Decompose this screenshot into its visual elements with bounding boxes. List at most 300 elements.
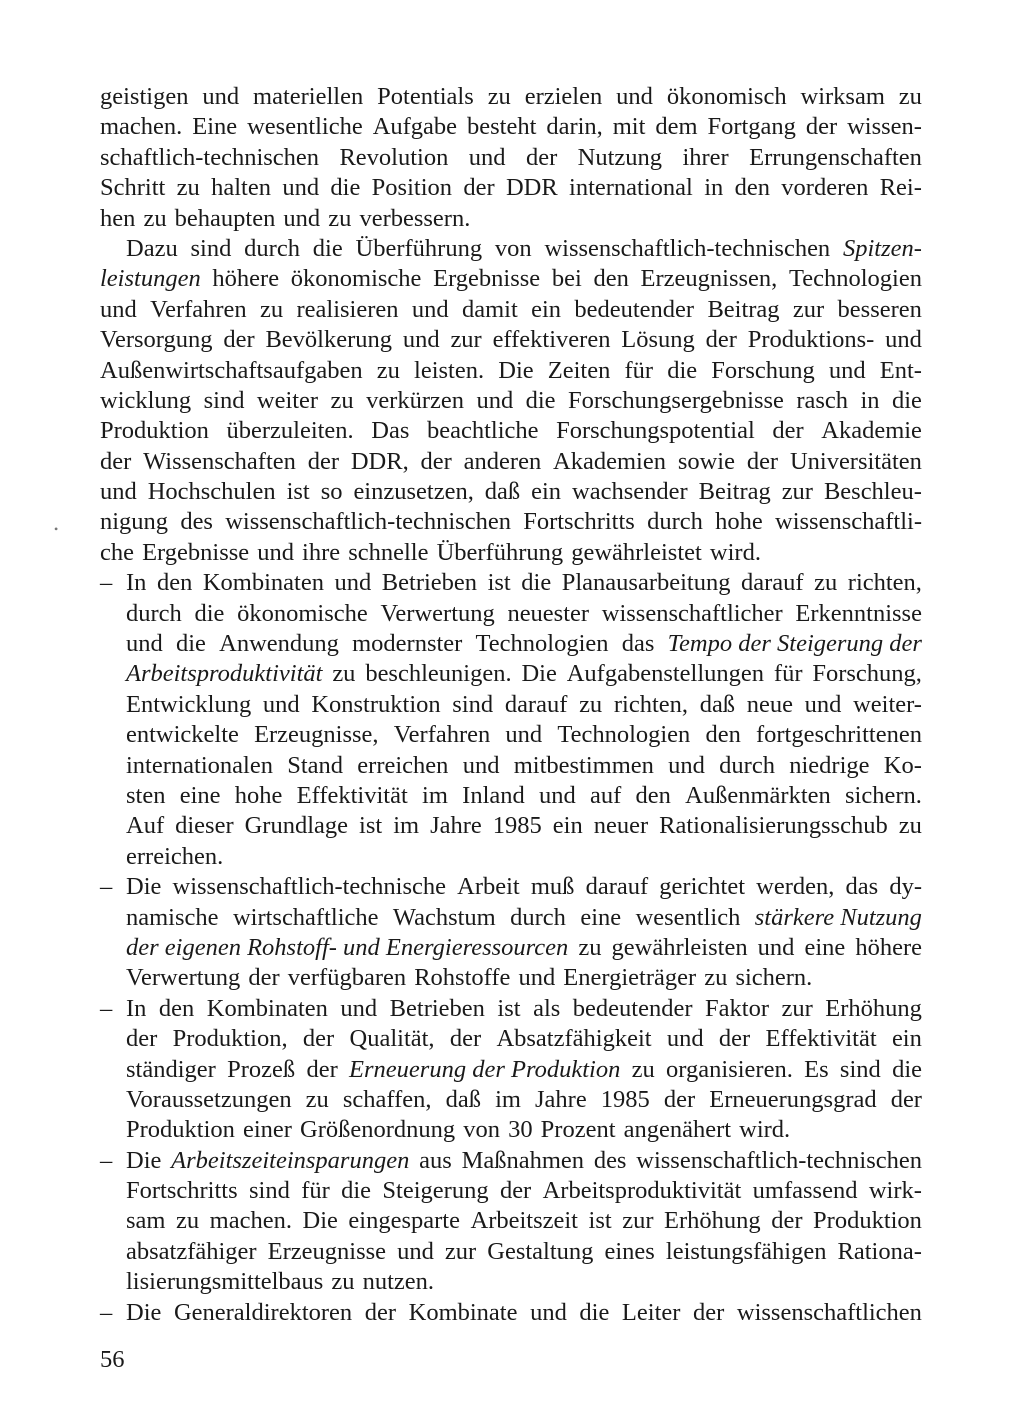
text-line: [100, 507, 922, 537]
text-line: [100, 1176, 922, 1206]
text-line: [100, 811, 922, 841]
word: und: [283, 204, 321, 232]
word: Jahre: [535, 1085, 587, 1113]
word: Eine: [192, 113, 238, 141]
word: Akademien: [553, 447, 666, 475]
word: Ergebnisse: [142, 538, 250, 566]
word: einer: [242, 1116, 292, 1144]
word: zu: [260, 295, 284, 323]
word: ein: [531, 478, 562, 506]
word: und: [282, 174, 320, 202]
word: hohe: [715, 508, 763, 536]
word: Voraussetzungen: [126, 1085, 292, 1113]
word: Produktion: [100, 417, 209, 445]
word: Aufgabenstellungen: [566, 660, 765, 688]
bullet-dash-icon: –: [100, 873, 113, 901]
word: Produktions-: [747, 326, 875, 354]
word: lisierungsmittelbaus: [126, 1268, 324, 1296]
text-line: [100, 781, 922, 811]
word: absatzfähiger: [126, 1237, 257, 1265]
word: Qualität,: [349, 1025, 435, 1053]
word: Betrieben: [389, 994, 485, 1022]
word: der: [223, 326, 255, 354]
word: Die: [126, 1298, 162, 1326]
word: in: [704, 174, 724, 202]
word: Planausarbeitung: [561, 569, 731, 597]
word: zu: [704, 964, 728, 992]
word: sind: [203, 386, 245, 414]
word: der: [890, 1085, 922, 1113]
text-line: [100, 1267, 922, 1297]
word: Produktion: [813, 1207, 922, 1235]
word: 1985: [492, 812, 542, 840]
word: durch: [244, 234, 300, 262]
word: die: [891, 386, 922, 414]
word: Rei-: [879, 174, 922, 202]
word: halten: [211, 174, 271, 202]
word: zu: [331, 1268, 355, 1296]
word: fortgeschrittenen: [755, 721, 922, 749]
word: vorderen: [781, 174, 869, 202]
word: dy-: [889, 873, 922, 901]
text-line: [100, 629, 922, 659]
word: international: [569, 174, 693, 202]
word: und: [505, 721, 543, 749]
word: sind: [839, 1055, 881, 1083]
word: niedrige: [789, 751, 870, 779]
word: Generaldirektoren: [173, 1298, 353, 1326]
word: höhere: [855, 933, 922, 961]
word: der: [364, 1298, 397, 1326]
word: und: [126, 630, 163, 658]
word: zur: [444, 1237, 477, 1265]
word: wissenschaftlich-technischen: [636, 1146, 922, 1174]
word: ist: [588, 1207, 612, 1235]
word: weiter-: [853, 690, 922, 718]
word: sam: [126, 1207, 166, 1235]
word: nutzen.: [362, 1268, 435, 1296]
word: zu: [332, 660, 356, 688]
word: bei: [551, 265, 582, 293]
word: Verfahren: [393, 721, 491, 749]
word: zu: [578, 933, 602, 961]
word: ist: [497, 994, 521, 1022]
word: damit: [461, 295, 518, 323]
word: für: [301, 1177, 330, 1205]
word: zu: [176, 174, 200, 202]
word: der: [718, 1025, 751, 1053]
text-line: [100, 295, 922, 325]
word: im: [495, 1085, 521, 1113]
word: darin,: [546, 113, 603, 141]
word: organisieren.: [666, 1055, 793, 1083]
word: darauf: [585, 873, 649, 901]
word: namische: [126, 903, 219, 931]
text-line: [100, 659, 922, 689]
word: höhere: [212, 265, 280, 293]
text-line: [100, 872, 922, 902]
word: zu: [328, 204, 352, 232]
word: 1985: [600, 1085, 650, 1113]
word: Nutzung: [577, 143, 663, 171]
text-line: [100, 1085, 922, 1115]
word: eingesparte: [348, 1207, 460, 1235]
word: der: [705, 326, 737, 354]
word: eine: [804, 933, 846, 961]
word: Fortschritts: [126, 1177, 238, 1205]
text-line: [100, 112, 922, 142]
word: Faktor: [705, 994, 769, 1022]
word: ist: [286, 478, 310, 506]
word: Fortschritts: [523, 508, 635, 536]
word: Potentials: [377, 83, 474, 110]
word: zu: [898, 83, 922, 110]
word: ihre: [302, 538, 341, 566]
emphasized-text: der eigenen Rohstoff- und Energieressourcen: [126, 933, 569, 961]
word: ein: [891, 1025, 922, 1053]
word: anderen: [463, 447, 542, 475]
word: und: [518, 964, 556, 992]
word: Leiter: [621, 1298, 681, 1326]
word: die: [892, 1055, 922, 1083]
word: durch: [719, 751, 775, 779]
word: ist: [359, 812, 383, 840]
word: zu: [143, 204, 167, 232]
word: che: [100, 538, 134, 566]
word: ökonomische: [290, 265, 422, 293]
word: der: [248, 964, 280, 992]
word: der: [307, 447, 340, 475]
word: Technologien: [475, 630, 609, 658]
word: Maßnahmen: [461, 1146, 585, 1174]
word: durch: [126, 599, 182, 627]
word: sind: [248, 1177, 290, 1205]
word: Versorgung: [100, 326, 213, 354]
word: leisten.: [414, 356, 485, 384]
word: internationalen: [126, 751, 273, 779]
word: Revolution: [339, 143, 449, 171]
word: ein: [552, 812, 583, 840]
word: Forschung: [711, 356, 815, 384]
text-line: [100, 477, 922, 507]
word: Konstruktion: [311, 690, 441, 718]
word: Arbeit: [457, 873, 520, 901]
word: und: [757, 933, 795, 961]
emphasized-text: Spitzen-: [843, 234, 922, 262]
word: und: [668, 751, 705, 779]
word: in: [860, 386, 880, 414]
word: Überführung: [436, 538, 564, 566]
emphasized-text: Arbeitszeiteinsparungen: [171, 1146, 410, 1174]
word: und: [100, 295, 137, 323]
word: Beitrag: [698, 478, 771, 506]
word: hohe: [234, 781, 283, 809]
word: Die: [498, 356, 534, 384]
word: der: [499, 1177, 532, 1205]
word: das: [845, 873, 879, 901]
text-line: [100, 234, 922, 264]
word: durch: [647, 508, 703, 536]
word: besseren: [837, 295, 922, 323]
word: Position: [371, 174, 453, 202]
word: Rationa-: [837, 1237, 922, 1265]
word: Lösung: [621, 326, 695, 354]
word: In: [126, 569, 147, 597]
word: wachsender: [572, 478, 688, 506]
word: Schritt: [100, 174, 166, 202]
word: und: [616, 83, 653, 110]
word: und: [257, 538, 294, 566]
emphasized-text: Erneuerung der Produktion: [349, 1055, 621, 1083]
bullet-dash-icon: –: [100, 569, 113, 597]
word: Bevölkerung: [265, 326, 393, 354]
word: der: [663, 1085, 696, 1113]
word: die: [194, 599, 225, 627]
word: richten,: [613, 690, 689, 718]
word: ökonomische: [237, 599, 368, 627]
word: die: [341, 1177, 372, 1205]
text-line: [100, 416, 922, 446]
text-line: [100, 1206, 922, 1236]
word: Steigerung: [382, 1177, 489, 1205]
word: daß: [699, 690, 736, 718]
text-line: [100, 1024, 922, 1054]
word: Die: [126, 1146, 162, 1174]
word: Gestaltung: [487, 1237, 594, 1265]
word: für: [624, 356, 654, 384]
word: zur: [792, 295, 825, 323]
word: Prozent: [540, 1116, 616, 1144]
word: Forschung,: [812, 660, 922, 688]
word: des: [593, 1146, 627, 1174]
word: realisieren: [296, 295, 399, 323]
text-line: [100, 356, 922, 386]
word: Überführung: [355, 234, 483, 262]
word: Erzeugnisse: [267, 1237, 387, 1265]
word: Auf: [126, 812, 165, 840]
word: ständiger: [126, 1055, 216, 1083]
text-line: [100, 1055, 922, 1085]
word: materiellen: [253, 83, 364, 110]
word: werden,: [756, 873, 835, 901]
word: zu: [376, 356, 400, 384]
text-line: [100, 720, 922, 750]
word: Rationalisierungsschub: [659, 812, 888, 840]
word: wirtschaftliche: [232, 903, 379, 931]
word: wissenschaftlich-technischen: [225, 508, 511, 536]
word: erreichen: [357, 751, 449, 779]
word: wesentliche: [247, 113, 363, 141]
word: verfügbaren: [287, 964, 407, 992]
bullet-dash-icon: –: [100, 1146, 113, 1174]
word: ist: [487, 569, 511, 597]
word: geistigen: [100, 83, 189, 110]
word: Erkenntnisse: [795, 599, 922, 627]
word: die: [579, 1298, 610, 1326]
word: Erneuerungsgrad: [709, 1085, 877, 1113]
word: wissenschaftlich-technische: [172, 873, 446, 901]
word: Effektivität: [296, 781, 408, 809]
word: zu: [898, 812, 922, 840]
text-line: [100, 538, 922, 568]
word: behaupten: [174, 204, 276, 232]
word: Es: [804, 1055, 829, 1083]
word: Arbeitsproduktivität: [542, 1177, 742, 1205]
text-line: [100, 599, 922, 629]
word: für: [773, 660, 803, 688]
word: neue: [746, 690, 793, 718]
word: machen.: [209, 1207, 292, 1235]
text-line: [100, 690, 922, 720]
word: Wachstum: [392, 903, 496, 931]
word: Hochschulen: [147, 478, 276, 506]
word: eine: [580, 903, 622, 931]
word: zu: [305, 1085, 329, 1113]
text-line: [100, 386, 922, 416]
word: Ergebnisse: [433, 265, 541, 293]
word: Beitrag: [707, 295, 780, 323]
text-line: [100, 1115, 922, 1145]
word: DDR: [505, 174, 558, 202]
word: Außenwirtschaftsaufgaben: [100, 356, 363, 384]
word: einzusetzen,: [353, 478, 474, 506]
word: wirksam: [800, 83, 885, 110]
word: wird.: [709, 538, 761, 566]
word: Prozeß: [227, 1055, 296, 1083]
word: ihrer: [682, 143, 729, 171]
word: In: [126, 994, 147, 1022]
word: des: [180, 508, 213, 536]
emphasized-text: Arbeitsproduktivität: [126, 660, 323, 688]
word: und: [468, 143, 506, 171]
text-line: [100, 842, 922, 872]
word: Effektivität: [765, 1025, 877, 1053]
word: Universitäten: [789, 447, 922, 475]
word: eine: [179, 781, 221, 809]
word: Erhöhung: [825, 994, 922, 1022]
word: und: [539, 781, 576, 809]
word: DDR,: [350, 447, 409, 475]
word: und: [462, 751, 500, 779]
text-line: [100, 447, 922, 477]
text-line: [100, 963, 922, 993]
word: Beschleu-: [823, 478, 922, 506]
word: und: [202, 83, 240, 110]
word: auf: [590, 781, 622, 809]
margin-dot-icon: •: [54, 522, 59, 536]
word: und: [402, 326, 440, 354]
word: Jahre: [430, 812, 482, 840]
word: gerichtet: [659, 873, 745, 901]
word: wissenschaftlicher: [601, 599, 783, 627]
word: darauf: [504, 690, 568, 718]
word: Entwicklung: [126, 690, 252, 718]
word: und: [885, 326, 922, 354]
word: Die: [126, 873, 162, 901]
word: Verwertung: [126, 964, 241, 992]
word: und: [476, 386, 514, 414]
text-line: [100, 903, 922, 933]
word: darauf: [741, 569, 804, 597]
word: Kombinaten: [206, 994, 328, 1022]
word: den: [156, 569, 193, 597]
word: Energieträger: [563, 964, 697, 992]
word: der: [126, 1025, 158, 1053]
word: die: [330, 174, 361, 202]
word: bedeutender: [572, 994, 693, 1022]
word: die: [521, 569, 552, 597]
word: dem: [655, 113, 698, 141]
word: Das: [371, 417, 410, 445]
word: der: [100, 447, 132, 475]
word: der: [463, 174, 495, 202]
word: Forschungspotential: [556, 417, 755, 445]
word: sowie: [677, 447, 735, 475]
word: beachtliche: [426, 417, 539, 445]
text-line: [100, 143, 922, 173]
word: schaftlich-technischen: [100, 143, 320, 171]
word: zur: [781, 478, 813, 506]
word: der: [306, 1055, 338, 1083]
word: Technologien: [557, 721, 691, 749]
word: Akademie: [821, 417, 922, 445]
word: Anwendung: [219, 630, 339, 658]
bullet-dash-icon: –: [100, 1298, 113, 1326]
word: Dazu: [126, 234, 178, 262]
word: zur: [622, 1207, 654, 1235]
word: die: [175, 630, 206, 658]
word: Die: [521, 660, 557, 688]
word: den: [593, 265, 629, 293]
word: sichern.: [845, 781, 922, 809]
word: Forschungsergebnisse: [567, 386, 784, 414]
word: und: [666, 1025, 704, 1053]
word: wissen-: [847, 113, 922, 141]
word: erzielen: [524, 83, 603, 110]
word: modernster: [352, 630, 463, 658]
word: und: [530, 1298, 567, 1326]
text-line: [100, 82, 922, 112]
word: der: [302, 1025, 335, 1053]
emphasized-text: stärkere Nutzung: [754, 903, 922, 931]
word: Kombinate: [408, 1298, 518, 1326]
word: bedeutender: [574, 295, 695, 323]
text-line: [100, 325, 922, 355]
word: 30: [508, 1116, 533, 1144]
word: Verfahren: [150, 295, 247, 323]
word: besteht: [466, 113, 537, 141]
word: und: [397, 1237, 434, 1265]
word: wissenschaftlichen: [736, 1298, 922, 1326]
word: schnelle: [348, 538, 429, 566]
word: weiter: [256, 386, 319, 414]
word: wesentlich: [635, 903, 741, 931]
word: zur: [450, 326, 482, 354]
word: angenähert: [623, 1116, 732, 1144]
word: zu: [176, 1207, 200, 1235]
word: Absatzfähigkeit: [496, 1025, 652, 1053]
word: muß: [530, 873, 575, 901]
word: durch: [510, 903, 566, 931]
word: die: [525, 386, 556, 414]
word: Erzeugnisse,: [254, 721, 379, 749]
text-line: [100, 1298, 922, 1328]
text-line: [100, 173, 922, 203]
word: der: [693, 1298, 725, 1326]
word: beschleunigen.: [365, 660, 512, 688]
word: Betrieben: [381, 569, 478, 597]
text-line: [100, 1146, 922, 1176]
